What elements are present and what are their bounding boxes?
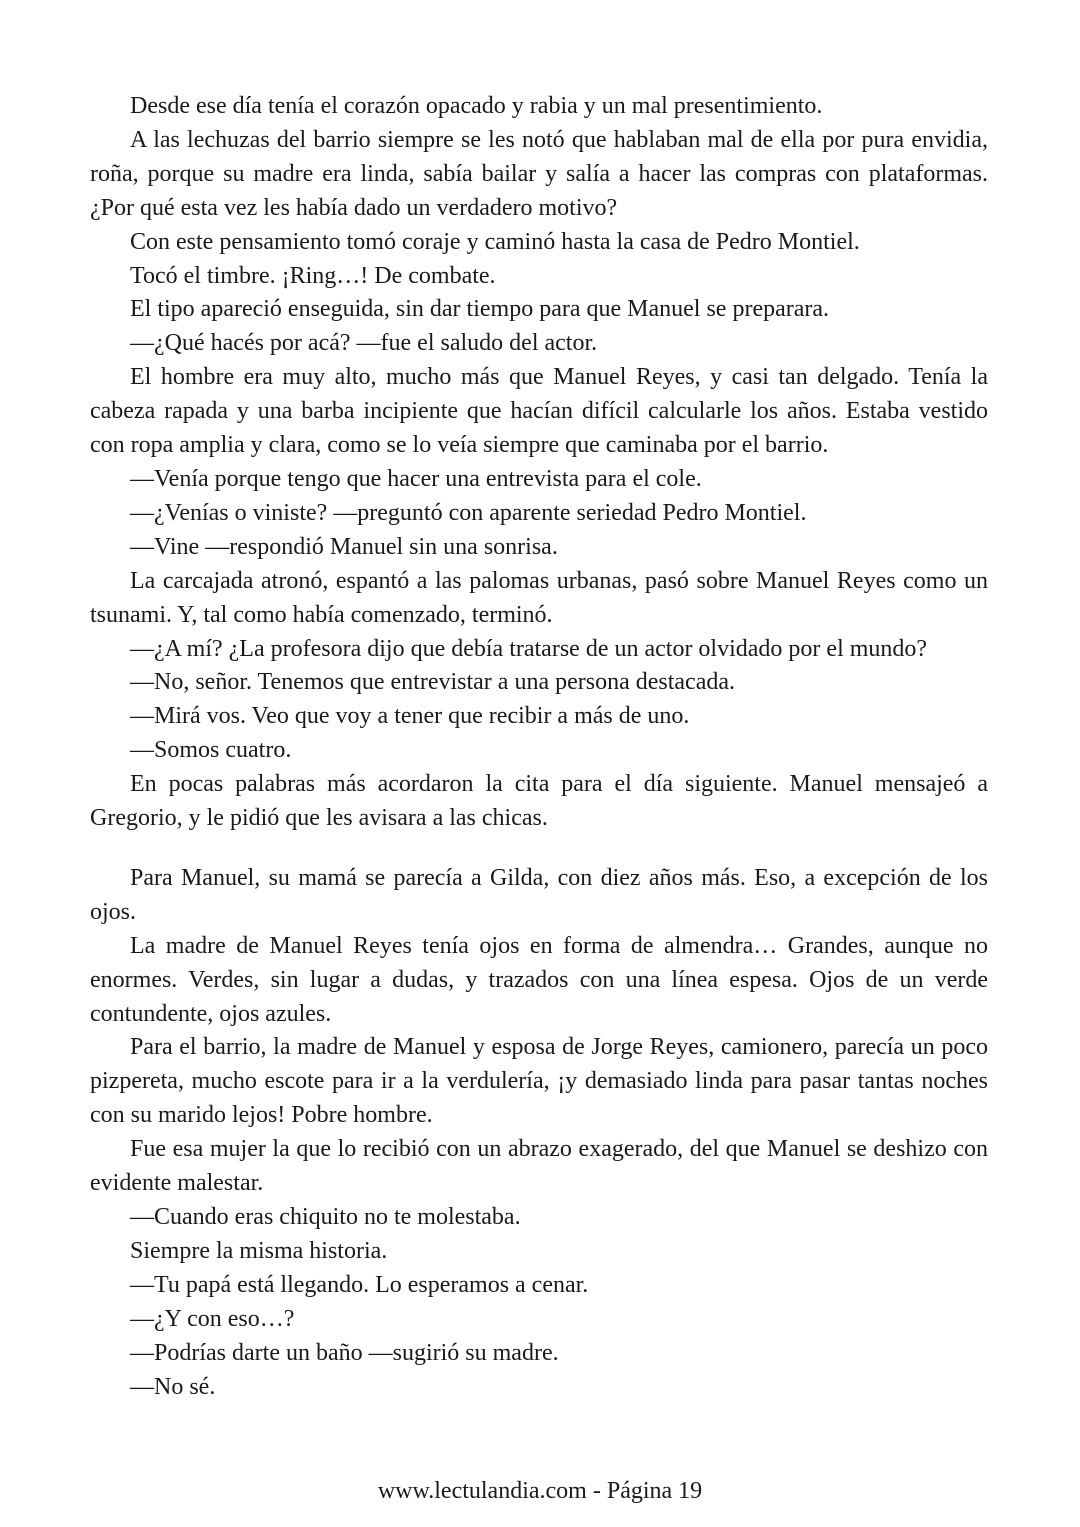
paragraph: A las lechuzas del barrio siempre se les notó que hablaban mal de ella por pura envidia, roña, porque su madre era linda, sabía bailar y salía a hacer las compras con plataformas. ¿Por qué esta vez les había dado un verdadero motivo? <box>90 126 988 221</box>
paragraph: —¿Qué hacés por acá? —fue el saludo del actor. <box>130 330 598 357</box>
paragraph: —No sé. <box>130 1373 216 1400</box>
paragraph: Para Manuel, su mamá se parecía a Gilda, con diez años más. Eso, a excepción de los ojos. <box>90 864 988 925</box>
paragraph: El hombre era muy alto, mucho más que Manuel Reyes, y casi tan delgado. Tenía la cabeza rapada y una barba incipiente que hacían difícil calcularle los años. Estaba vestido con ropa amplia y clara, como se lo veía siempre que caminaba por el barrio. <box>90 364 988 459</box>
paragraph: En pocas palabras más acordaron la cita para el día siguiente. Manuel mensajeó a Gregorio, y le pidió que les avisara a las chicas. <box>90 771 988 832</box>
paragraph: —¿Venías o viniste? —preguntó con aparente seriedad Pedro Montiel. <box>130 499 807 526</box>
paragraph: —No, señor. Tenemos que entrevistar a una persona destacada. <box>130 669 736 696</box>
paragraph: —Mirá vos. Veo que voy a tener que recibir a más de uno. <box>130 703 690 730</box>
paragraph: —¿Y con eso…? <box>130 1305 295 1332</box>
page-body-text <box>90 90 988 1404</box>
paragraph: Siempre la misma historia. <box>130 1237 388 1264</box>
paragraph: —Venía porque tengo que hacer una entrevista para el cole. <box>130 465 702 492</box>
paragraph: Fue esa mujer la que lo recibió con un abrazo exagerado, del que Manuel se deshizo con evidente malestar. <box>90 1136 988 1197</box>
paragraph: —Podrías darte un baño —sugirió su madre. <box>130 1339 559 1366</box>
paragraph: —Somos cuatro. <box>130 737 292 764</box>
paragraph: Tocó el timbre. ¡Ring…! De combate. <box>130 262 496 289</box>
paragraph: Con este pensamiento tomó coraje y caminó hasta la casa de Pedro Montiel. <box>130 228 860 255</box>
paragraph: —Cuando eras chiquito no te molestaba. <box>130 1204 521 1230</box>
paragraph: —Vine —respondió Manuel sin una sonrisa. <box>130 533 558 560</box>
paragraph: Para el barrio, la madre de Manuel y esposa de Jorge Reyes, camionero, parecía un poco pizpereta, mucho escote para ir a la verdulería, ¡y demasiado linda para pasar tantas noches con su marido lejos! Pobre hombre. <box>90 1034 988 1129</box>
paragraph: Desde ese día tenía el corazón opacado y rabia y un mal presentimiento. <box>130 93 823 119</box>
paragraph: —¿A mí? ¿La profesora dijo que debía tratarse de un actor olvidado por el mundo? <box>130 635 928 662</box>
paragraph: El tipo apareció enseguida, sin dar tiempo para que Manuel se preparara. <box>130 296 830 323</box>
paragraph: La carcajada atronó, espantó a las palomas urbanas, pasó sobre Manuel Reyes como un tsunami. Y, tal como había comenzado, terminó. <box>90 567 988 628</box>
section-break <box>90 836 988 862</box>
paragraph: La madre de Manuel Reyes tenía ojos en forma de almendra… Grandes, aunque no enormes. Verdes, sin lugar a dudas, y trazados con una línea espesa. Ojos de un verde contundente, ojos azules. <box>90 932 988 1027</box>
page-footer: www.lectulandia.com - Página 19 <box>377 1478 703 1504</box>
paragraph: —Tu papá está llegando. Lo esperamos a cenar. <box>130 1271 589 1298</box>
